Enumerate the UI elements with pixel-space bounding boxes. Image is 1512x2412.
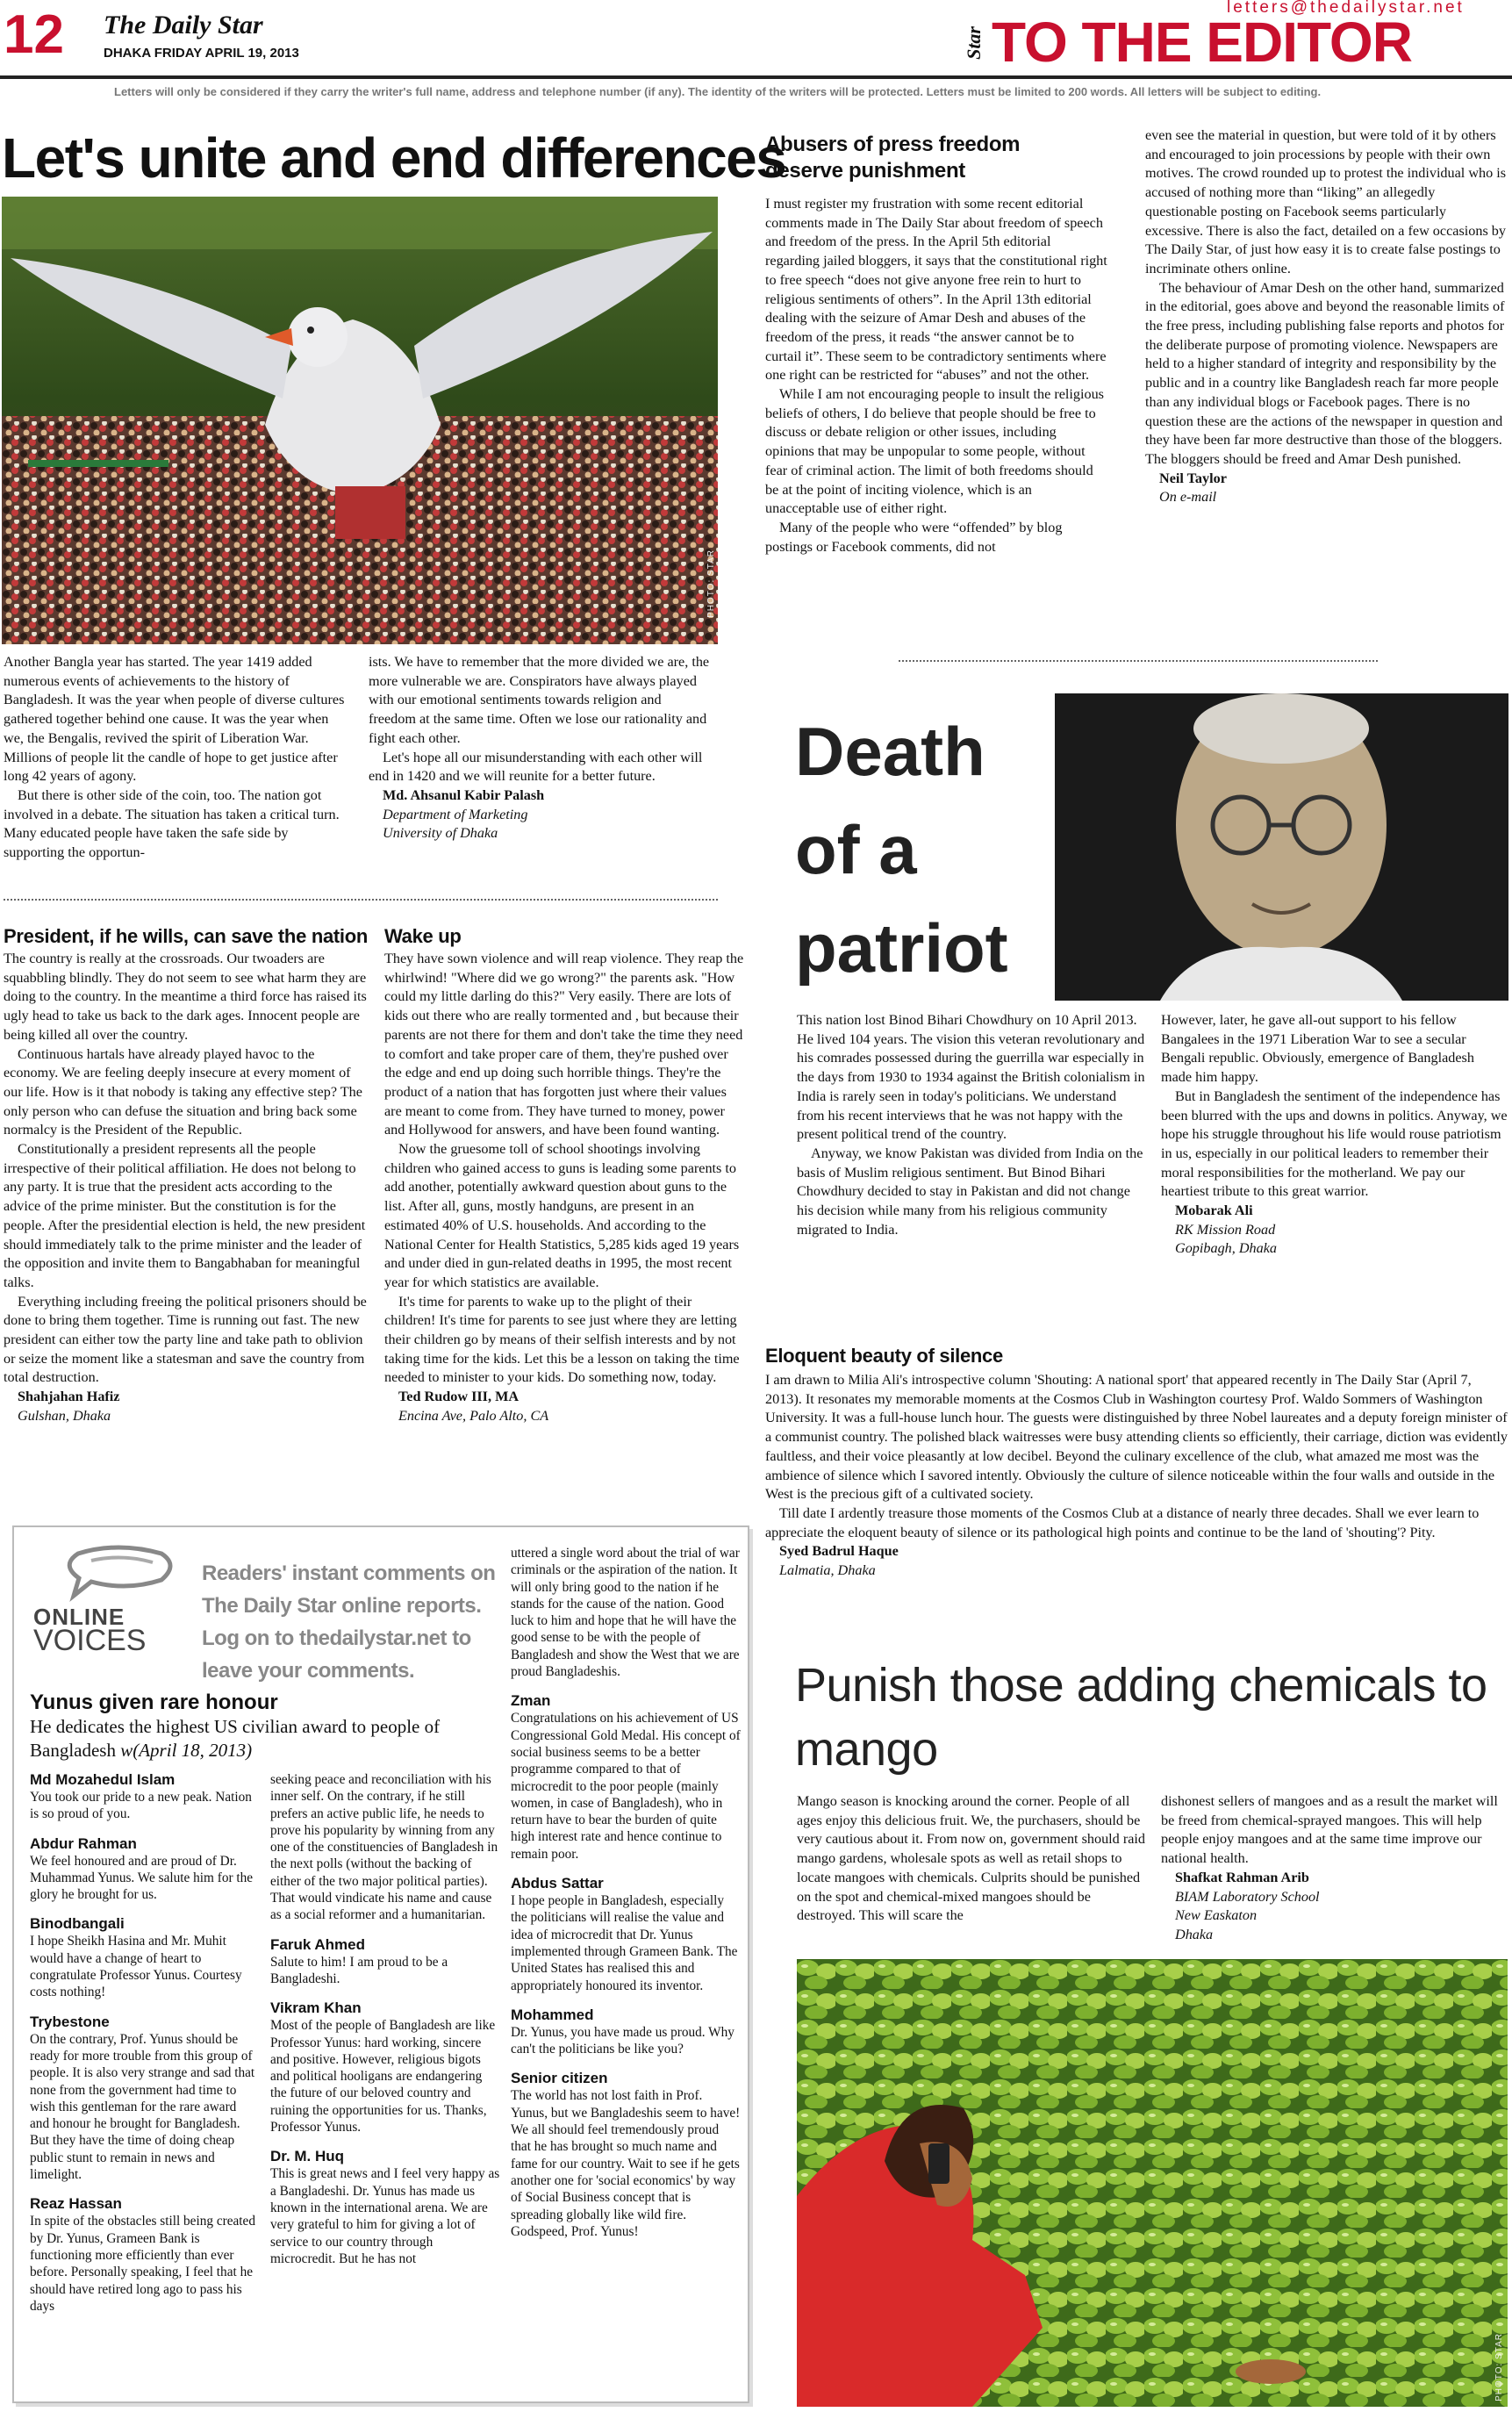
commenter-name: Abdur Rahman — [30, 1834, 137, 1852]
online-col3 — [511, 1545, 741, 2240]
deck-date: w(April 18, 2013) — [120, 1740, 253, 1761]
divider — [4, 899, 718, 901]
dateline: DHAKA FRIDAY APRIL 19, 2013 — [104, 46, 299, 61]
paragraph: Let's hope all our misunderstanding with each other will end in 1420 and we will reunite for a better future. — [369, 749, 703, 785]
comment-text: The world has not lost faith in Prof. Yunus, but we Bangladeshis seem to have! We all should feel tremendously proud that he has brought so much name and fame for our country. Wait to see if he gets another one for 'social economics' by way of Social Business concept that is spreading globally like wild fire. Godspeed, Prof. Yunus! — [511, 2088, 741, 2239]
comment-text: On the contrary, Prof. Yunus should be ready for more trouble from this group of people. It is also very strange and sad that none from the government had time to wish this gentleman for the rare award and honour he brought for Bangladesh. But they have the time of doing cheap public stunt to remain in news and limelight. — [30, 2031, 255, 2183]
masthead-rule — [0, 75, 1512, 79]
divider — [899, 660, 1378, 662]
patriot-portrait — [1055, 693, 1508, 1001]
star-logo-mark: Star — [963, 26, 985, 60]
paragraph: The country is really at the crossroads. Our twoaders are squabbling blindly. They do not seem to see what harm they are doing to the country. In the meantime a third force has raised its ugly head to take us back to the dark ages. Innocent people are being killed all over the country. — [4, 951, 367, 1043]
paragraph: Continuous hartals have already played havoc to the economy. We are feeling deeply insecure at every moment of our life. How is it that nobody is taking any effective step? The only person who can defuse the situation and bring back some normalcy is the President of the Republic. — [4, 1045, 362, 1138]
commenter-name: Mohammed — [511, 2006, 594, 2023]
silence-body — [765, 1371, 1508, 1581]
section-title: TO THE EDITOR — [992, 11, 1412, 74]
paragraph: ists. We have to remember that the more divided we are, the more vulnerable we are. Conspirators have always played with our emotional sentiments towards religion and freedom at the same time. Often we lose our rationality and fight each other. — [369, 654, 710, 746]
mango-col2 — [1161, 1792, 1508, 1945]
paragraph: dishonest sellers of mangoes and as a result the market will be freed from chemical-sprayed mangoes. This will help people enjoy mangoes and at the same time improve our national health. — [1161, 1793, 1498, 1867]
author: Syed Badrul Haque — [779, 1543, 899, 1560]
commenter-name: Vikram Khan — [270, 1999, 362, 2017]
paragraph: They have sown violence and will reap violence. They reap the whirlwind! "Where did we go wrong?" the parents ask. "How could my little darling do this?" Very easily. There are lots of kids out there who are really tormented and , but because their parents are not there for them and don't take the time they need to comfort and take proper care of them, they're pushed over the edge and end up doing such horrible things. They're the product of a nation that has forgotten just where their values are meant to come from. They have turned to money, power and Hollywood for answers, and have been found wanting. — [384, 951, 744, 1138]
letters-email: letters@thedailystar.net — [1227, 0, 1465, 17]
logo-line: VOICES — [33, 1624, 147, 1657]
comment-text: Dr. Yunus, you have made us proud. Why can't the politicians be like you? — [511, 2024, 735, 2057]
online-col2 — [270, 1771, 500, 2267]
comment-text: Congratulations on his achievement of US Congressional Gold Medal. His concept of social business seems to be a better programme compared to that of microcredit to the poor people (mainly women, in case of Bangladesh), who in return have to bear the burden of quite high interest rate and hence continue to remain poor. — [511, 1711, 741, 1862]
paragraph: Another Bangla year has started. The year 1419 added numerous events of achievements to the history of Bangladesh. It was the year when people of diverse cultures gathered together behind one cause. It was the year when we, the Bengalis, revived the spirit of Liberation War. Millions of people lit the candle of hope to get justice after long 42 years of agony. — [4, 654, 345, 785]
paragraph: While I am not encouraging people to insult the religious beliefs of others, I do believe that people should be free to discuss or debate religion or other issues, including opinions that may be unpopular to some people, without fear of criminal action. The limit of both freedoms should be at the point of inciting violence, which is an unacceptable use of either right. — [765, 386, 1104, 517]
author-affiliation: RK Mission Road — [1175, 1221, 1276, 1238]
comment-text: Most of the people of Bangladesh are like Professor Yunus: hard working, sincere and positive. However, religious bigots and political hooligans are endangering the future of our beloved country and ruining the opportunities for us. Thanks, Professor Yunus. — [270, 2018, 496, 2136]
author-affiliation: Department of Marketing — [383, 806, 528, 822]
wakeup-body — [384, 950, 744, 1426]
commenter-name: Reaz Hassan — [30, 2195, 122, 2213]
wakeup-headline: Wake up — [384, 925, 462, 947]
paragraph: even see the material in question, but were told of it by others and encouraged to join processions by people with their own motives. The crowd rounded up to protest the individual who is accused of nothing more than “liking” an allegedly questionable posting on Facebook seems particularly excessive. There is also the fact, detailed on a few occasions by The Daily Star, of just how easy it is to create false postings to incriminate others online. — [1145, 127, 1507, 276]
comment-text: In spite of the obstacles still being created by Dr. Yunus, Grameen Bank is functioning more efficiently than ever before. Personally speaking, I feel that he should have retired long ago to pass his days — [30, 2214, 255, 2314]
paragraph: I must register my frustration with some recent editorial comments made in The Daily Star about freedom of speech and freedom of the press. In the April 5th editorial regarding jailed bloggers, it says that the constitutional right to free speech “does not give anyone free rein to hurt to religious sentiments of others”. In the April 13th editorial dealing with the seizure of Amar Desh and abuses of the freedom of the press, it reads “the answer cannot be to curtail it”. These seem to be contradictory sentiments where one right can be restricted for “abuses” and not the other. — [765, 196, 1107, 384]
commenter-name: Senior citizen — [511, 2070, 608, 2087]
page-number: 12 — [4, 4, 64, 65]
paragraph: This nation lost Binod Bihari Chowdhury on 10 April 2013. He lived 104 years. The vision this veteran revolutionary and his comrades possessed during the guerrilla war especially in the days from 1930 to 1934 against the British colonialism in India is rarely seen in today's politicians. We understand from his recent interviews that he was not happy with the present political trend of the country. — [797, 1012, 1145, 1143]
headline-line: Death — [795, 713, 985, 790]
paragraph: The behaviour of Amar Desh on the other hand, summarized in the editorial, goes above and beyond the reasonable limits of the free press, including publishing false reports and photos for the deliberate purpose of promoting violence. Newspapers are held to a higher standard of integrity and responsibility by the public and in a country like Bangladesh reach far more people than any individual blogs or Facebook pages. There is no question these are the actions of the newspaper in question and they have been far more destructive than those of the bloggers. The bloggers should be freed and Amar Desh punished. — [1145, 279, 1505, 467]
author-affiliation: BIAM Laboratory School — [1175, 1888, 1320, 1905]
paragraph: But there is other side of the coin, too. The nation got involved in a debate. The situation has taken a critical turn. Many educated people have taken the safe side by supporting the opportun- — [4, 786, 340, 861]
comment-text: I hope people in Bangladesh, especially the politicians will realise the value and idea of microcredit that Dr. Yunus implemented through Grameen Bank. The United States has realised this and appropriately honoured its inventor. — [511, 1893, 738, 1993]
president-headline: President, if he wills, can save the nation — [4, 925, 369, 947]
paragraph: Mango season is knocking around the corner. People of all ages enjoy this delicious fruit. We, the purchasers, should be very cautious about it. From now on, government should raid mango gardens, wholesale spots as well as retail shops to locate mangoes with chemicals. Culprits should be punished on the spot and chemical-mixed mangoes should be destroyed. This will scare the — [797, 1793, 1145, 1924]
online-promo: Readers' instant comments on The Daily Star online reports. Log on to thedailystar.net to leave your comments. — [202, 1561, 496, 1683]
author-affiliation: Dhaka — [1175, 1926, 1214, 1942]
commenter-name: Faruk Ahmed — [270, 1935, 366, 1953]
author-affiliation: Lalmatia, Dhaka — [779, 1562, 876, 1579]
author-affiliation: Gopibagh, Dhaka — [1175, 1240, 1277, 1257]
submission-notice: Letters will only be considered if they carry the writer's full name, address and telephone number (if any). The identity of the writers will be protected. Letters must be limited to 200 words. All letters will be subject to editing. — [114, 85, 1322, 98]
author-affiliation: Gulshan, Dhaka — [18, 1407, 111, 1424]
paragraph: Constitutionally a president represents all the people irrespective of their political affiliation. He does not belong to any party. It is true that the president acts according to the advice of the prime minister. But the constitution is for the people. After the presidential election is held, the new president should immediately talk to the prime minister and the leader of the opposition and invite them to Bangabhaban for meaningful talks. — [4, 1141, 366, 1290]
online-voices-logo — [30, 1543, 197, 1657]
author: Shahjahan Hafiz — [18, 1389, 120, 1405]
headline-line: patriot — [795, 909, 1008, 987]
online-col1 — [30, 1771, 258, 2315]
author: Neil Taylor — [1159, 470, 1227, 486]
silence-headline: Eloquent beauty of silence — [765, 1345, 1003, 1367]
online-voices-box — [12, 1525, 749, 2403]
commenter-name: Binodbangali — [30, 1915, 125, 1933]
unite-photo — [2, 197, 718, 644]
press-headline: Abusers of press freedom deserve punishment — [765, 133, 1021, 183]
author: Shafkat Rahman Arib — [1175, 1869, 1309, 1885]
deck-text: He dedicates the highest US civilian award to people of Bangladesh — [30, 1716, 441, 1761]
comment-text: You took our pride to a new peak. Nation is so proud of you. — [30, 1790, 252, 1822]
unite-col1 — [4, 653, 346, 863]
online-deck — [30, 1715, 486, 1762]
commenter-name: Dr. M. Huq — [270, 2148, 345, 2165]
author-affiliation: New Easkaton — [1175, 1907, 1258, 1924]
comment-text: Salute to him! I am proud to be a Bangladeshi. — [270, 1954, 448, 1986]
comment-text: I hope Sheikh Hasina and Mr. Muhit would have a change of heart to congratulate Professor Yunus. Courtesy costs nothing! — [30, 1934, 242, 2000]
paragraph: Everything including freeing the political prisoners should be done to bring them together. Time is running out fast. The new president can either tow the party line and take path to oblivion or seize the moment like a statesman and save the country from total destruction. — [4, 1293, 367, 1386]
paragraph: Anyway, we know Pakistan was divided from India on the basis of Muslim religious sentiment. But Binod Bihari Chowdhury decided to stay in Pakistan and did not change his decision while many from his religious community migrated to India. — [797, 1145, 1143, 1238]
paragraph: Many of the people who were “offended” by blog postings or Facebook comments, did not — [765, 519, 1063, 555]
commenter-name: Trybestone — [30, 2013, 110, 2030]
unite-photo-credit: PHOTO: STAR — [706, 549, 716, 618]
headline-line: of a — [795, 811, 917, 888]
paragraph: Till date I ardently treasure those moments of the Cosmos Club at a distance of nearly three decades. Shall we ever learn to appreciate the eloquent beauty of silence or its pathological high points and continue to be the land of 'shouting'? Pity. — [765, 1504, 1480, 1540]
death-col1 — [797, 1011, 1146, 1239]
mango-headline: Punish those adding chemicals to mango — [795, 1659, 1487, 1776]
author: Mobarak Ali — [1175, 1202, 1253, 1219]
commenter-name: Zman — [511, 1692, 551, 1710]
author-affiliation: On e-mail — [1159, 489, 1217, 506]
mango-photo-credit: PHOTO: STAR — [1494, 2333, 1504, 2401]
author: Ted Rudow III, MA — [398, 1389, 520, 1405]
speech-bubble-icon — [30, 1543, 197, 1604]
mango-photo — [797, 1959, 1508, 2407]
mango-col1 — [797, 1792, 1146, 1926]
paragraph: Now the gruesome toll of school shootings involving children who gained access to guns is leading some parents to add another, potentially awkward question about guns to the list. After all, guns, mostly handguns, are present in an estimated 40% of U.S. households. And according to the National Center for Health Statistics, 5,285 kids aged 19 years and under died in gun-related deaths in 1995, the most recent year for which statistics are available. — [384, 1141, 740, 1290]
commenter-name: Abdus Sattar — [511, 1875, 604, 1892]
comment-text: We feel honoured and are proud of Dr. Muhammad Yunus. We salute him for the glory he brought for us. — [30, 1853, 254, 1903]
comment-text: This is great news and I feel very happy as a Bangladeshi. Dr. Yunus has made us known in the international arena. We are very grateful to him for giving a lot of service to our country through microcredit. But he has not — [270, 2166, 500, 2266]
logo-line: ONLINE — [33, 1604, 125, 1630]
comment-text: seeking peace and reconciliation with his inner self. On the contrary, if he still prefers an active public life, he needs to prove his popularity by winning from any one of the constituencies of Bangladesh in the next polls (without the backing of either of the two major political parties). That would vindicate his name and cause as a social reformer and a humanitarian. — [270, 1772, 498, 1923]
paragraph: But in Bangladesh the sentiment of the independence has been blurred with the ups and downs in politics. Anyway, we hope his struggle throughout his life would rouse patriotism in us, especially in our political leaders to remember their moral responsibilities for the motherland. We pay our heartiest tribute to this great warrior. — [1161, 1088, 1508, 1200]
death-headline — [795, 702, 1008, 997]
author-affiliation: Encina Ave, Palo Alto, CA — [398, 1407, 549, 1424]
author: Md. Ahsanul Kabir Palash — [383, 786, 545, 803]
death-col2 — [1161, 1011, 1508, 1259]
paragraph: It's time for parents to wake up to the plight of their children! It's time for parents to see just where they are letting their children go by means of their selfish interests and by not taking time for the kids. Let this be a lesson on taking the time needed to minister to your kids. Do something now, today. — [384, 1293, 740, 1386]
paper-name: The Daily Star — [104, 11, 263, 39]
press-col2 — [1145, 126, 1507, 507]
unite-headline: Let's unite and end differences — [2, 126, 786, 190]
commenter-name: Md Mozahedul Islam — [30, 1771, 176, 1788]
author-affiliation: University of Dhaka — [383, 825, 498, 842]
paragraph: I am drawn to Milia Ali's introspective column 'Shouting: A national sport' that appeared recently in The Daily Star (April 7, 2013). It resonates my memorable moments at the Cosmos Club in Washington courtesy Prof. Waldo Sommers of Washington University. It was a full-house lunch hour. The guests were distinguished by three Nobel laureates and a deputy foreign minister of a communist country. The polished black waitresses were busy attending clients so efficiently, their carriage, diction was evidently faultless, and their voice pleasantly at low decibel. Beyond the culinary excellence of the club, what amazed me most was the ambience of silence which I savored intently. Obviously the culture of silence noticeable within the four walls and outside in the West is the precious gift of a cultivated society. — [765, 1372, 1508, 1503]
president-body — [4, 950, 370, 1426]
paragraph: However, later, he gave all-out support to his fellow Bangalees in the 1971 Liberation War to see a secular Bengali republic. Obviously, emergence of Bangladesh made him happy. — [1161, 1012, 1474, 1086]
unite-col2 — [369, 653, 711, 843]
press-col1 — [765, 195, 1107, 556]
online-headline: Yunus given rare honour — [30, 1691, 278, 1714]
comment-text: uttered a single word about the trial of war criminals or the aspiration of the nation. It will only bring good to the nation if he stands for the cause of the nation. Good luck to him and hope that he will have the good sense to be with the people of Bangladesh and show the West that we are proud Bangladeshis. — [511, 1546, 740, 1680]
